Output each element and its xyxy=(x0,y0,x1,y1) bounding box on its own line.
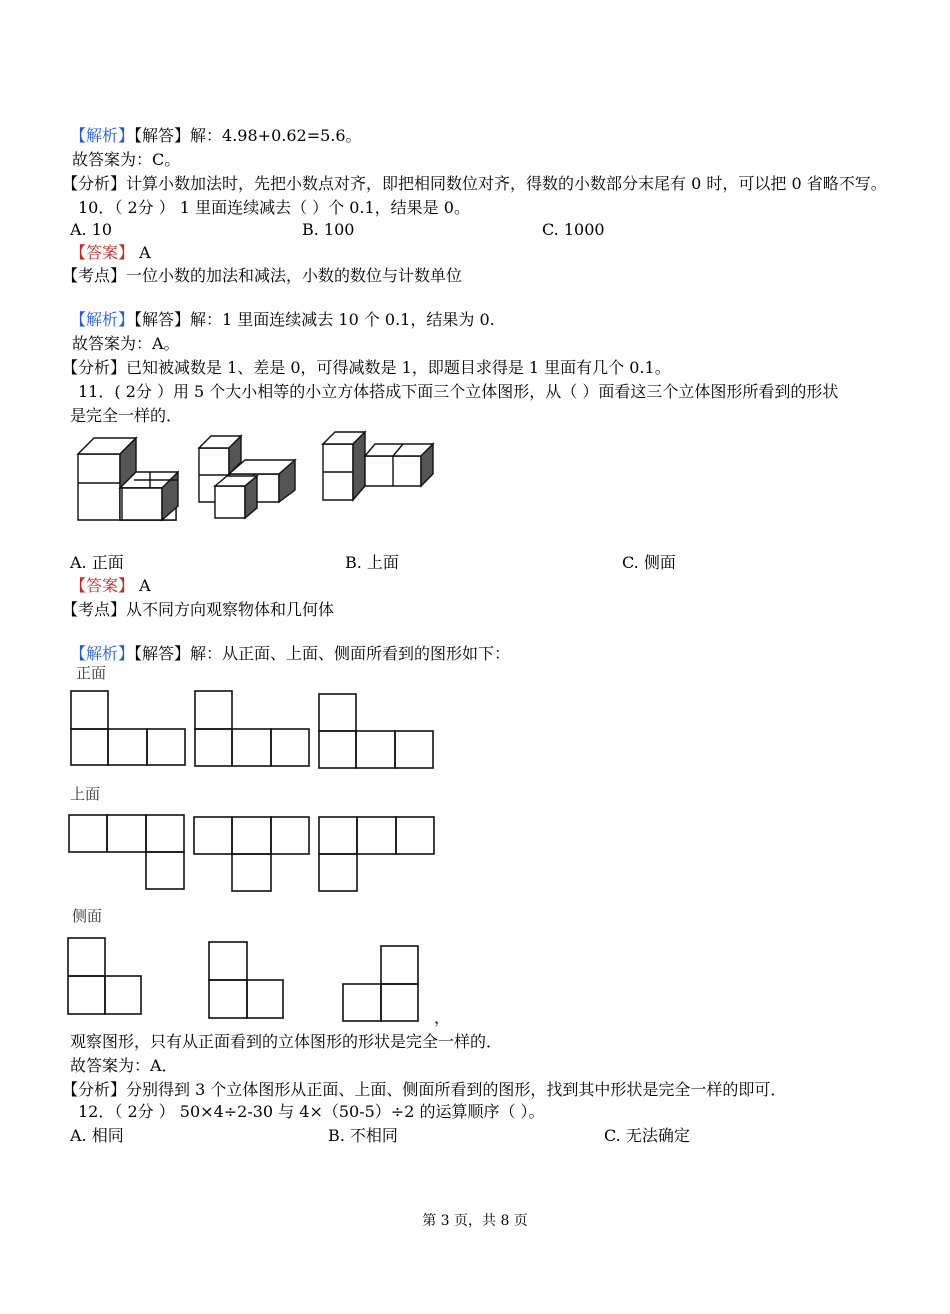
kaodian-text: 从不同方向观察物体和几何体 xyxy=(126,600,335,619)
q10-option-c: C. 1000 xyxy=(542,220,605,239)
analysis-text: 解：4.98+0.62=5.6。 xyxy=(190,126,362,145)
view-label-top: 上面 xyxy=(70,785,101,803)
q11-kaodian-line xyxy=(62,600,334,620)
analysis-tag: 【解析】 xyxy=(70,126,135,145)
analysis-text: 解：1 里面连续减去 10 个 0.1，结果为 0. xyxy=(190,310,495,329)
answer-tag: 【解答】 xyxy=(134,644,191,663)
daan-value: A xyxy=(139,243,151,262)
q10-option-b: B. 100 xyxy=(302,220,355,239)
fenxi-text: 计算小数加法时，先把小数点对齐，即把相同数位对齐，得数的小数部分末尾有 0 时，可以把 0 省略不写。 xyxy=(126,174,887,193)
q10-kaodian-line xyxy=(62,266,462,286)
q11-fenxi-line xyxy=(62,1080,786,1100)
side-views xyxy=(66,936,426,1026)
q10-question: 10．（ 2分 ） 1 里面连续减去（ ）个 0.1，结果是 0。 xyxy=(78,198,470,217)
page-footer: 第 3 页，共 8 页 xyxy=(422,1213,528,1229)
fenxi-tag: 【分析】 xyxy=(62,1080,127,1099)
analysis-tag: 【解析】 xyxy=(70,310,135,329)
q11-option-b: B. 上面 xyxy=(345,553,399,572)
answer-tag: 【解答】 xyxy=(134,310,191,329)
daan-value: A xyxy=(139,576,151,595)
front-views xyxy=(68,688,438,770)
q11-conclusion: 故答案为：A． xyxy=(70,1056,178,1075)
kaodian-text: 一位小数的加法和减法，小数的数位与计数单位 xyxy=(126,266,463,285)
q10-option-a: A. 10 xyxy=(70,220,113,239)
q10-fenxi-line xyxy=(62,358,671,378)
q10-conclusion: 故答案为：A。 xyxy=(72,334,180,353)
q9-analysis-line xyxy=(70,126,362,146)
fenxi-text: 分别得到 3 个立体图形从正面、上面、侧面所看到的图形，找到其中形状是完全一样的即可． xyxy=(126,1080,787,1099)
q12-question: 12．（ 2分 ） 50×4÷2-30 与 4×（50-5）÷2 的运算顺序（ ）。 xyxy=(78,1102,545,1121)
solid-figure-3 xyxy=(323,430,435,502)
solid-figure-1 xyxy=(78,436,178,524)
q11-option-a: A. 正面 xyxy=(70,553,124,572)
q11-option-c: C. 侧面 xyxy=(622,553,676,572)
q10-answer-line xyxy=(70,243,151,263)
q11-question-line2: 是完全一样的． xyxy=(70,406,183,425)
q9-fenxi-line xyxy=(62,174,887,194)
view-label-side: 侧面 xyxy=(72,907,103,925)
q12-option-a: A. 相同 xyxy=(70,1126,124,1145)
view-label-front: 正面 xyxy=(76,664,107,682)
solid-figure-2 xyxy=(199,432,299,520)
q11-analysis-line xyxy=(70,644,510,664)
figure-comma: ， xyxy=(434,1008,451,1027)
fenxi-text: 已知被减数是 1、差是 0，可得减数是 1，即题目求得是 1 里面有几个 0.1。 xyxy=(126,358,671,377)
kaodian-tag: 【考点】 xyxy=(62,266,127,285)
kaodian-tag: 【考点】 xyxy=(62,600,127,619)
q12-option-c: C. 无法确定 xyxy=(604,1126,690,1145)
top-views xyxy=(66,812,438,892)
daan-tag: 【答案】 xyxy=(70,243,135,262)
analysis-tag: 【解析】 xyxy=(70,644,135,663)
q12-option-b: B. 不相同 xyxy=(328,1126,398,1145)
fenxi-tag: 【分析】 xyxy=(62,174,127,193)
q10-analysis-line xyxy=(70,310,495,330)
q11-question-line1: 11．( 2分 ）用 5 个大小相等的小立方体搭成下面三个立体图形，从（ ）面看这三个立体图形所看到的形状 xyxy=(78,382,839,401)
q11-answer-line xyxy=(70,576,151,596)
daan-tag: 【答案】 xyxy=(70,576,135,595)
fenxi-tag: 【分析】 xyxy=(62,358,127,377)
q11-observe-line: 观察图形，只有从正面看到的立体图形的形状是完全一样的． xyxy=(70,1032,503,1051)
analysis-text: 解：从正面、上面、侧面所看到的图形如下： xyxy=(190,644,511,663)
answer-tag: 【解答】 xyxy=(134,126,191,145)
q9-conclusion: 故答案为：C。 xyxy=(72,150,181,169)
